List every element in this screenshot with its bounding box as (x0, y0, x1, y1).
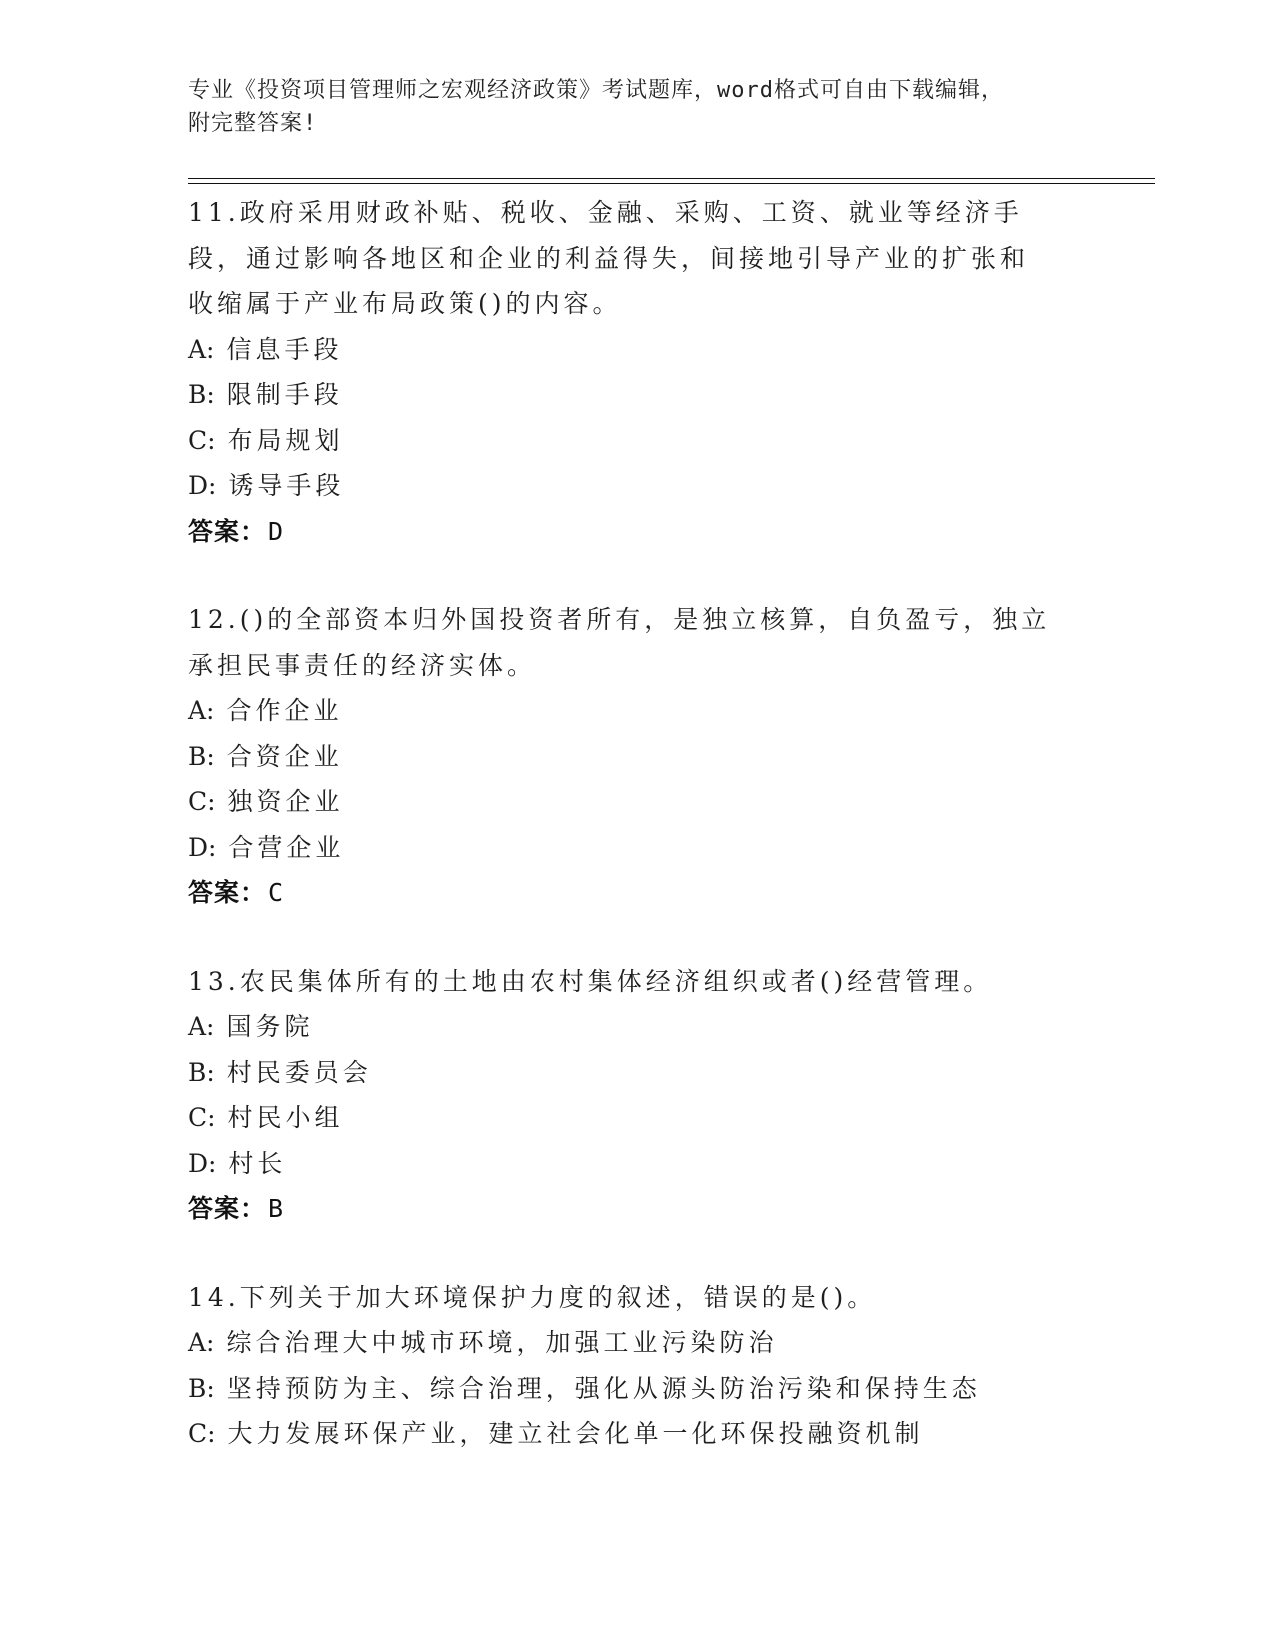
option-text: 合资企业 (226, 741, 343, 771)
question-text: 11.政府采用财政补贴、税收、金融、采购、工资、就业等经济手段，通过影响各地区和企业的利益得失，间接地引导产业的扩张和收缩属于产业布局政策()的内容。 (188, 198, 1030, 318)
option-letter: B: (188, 1057, 215, 1087)
option-text: 信息手段 (226, 334, 343, 364)
option-d (188, 1141, 1088, 1187)
option-letter: B: (188, 741, 215, 771)
header-line-2: 附完整答案! (188, 111, 318, 136)
answer-label: 答案： (188, 516, 267, 546)
option-letter: C: (188, 787, 216, 816)
option-a (188, 327, 1088, 373)
option-letter: A: (188, 696, 215, 725)
question-text: 14.下列关于加大环境保护力度的叙述，错误的是()。 (188, 1282, 877, 1312)
option-text: 大力发展环保产业，建立社会化单一化环保投融资机制 (227, 1419, 924, 1448)
option-text: 限制手段 (226, 380, 343, 409)
option-c (188, 1411, 1088, 1457)
option-text: 合作企业 (226, 696, 343, 725)
option-letter: B: (188, 1373, 215, 1403)
answer-value: D (268, 516, 285, 546)
answer-value: C (268, 878, 285, 907)
header-divider-bottom (188, 183, 1155, 184)
option-text: 独资企业 (227, 787, 344, 816)
answer (188, 870, 1088, 916)
question-list (188, 190, 1088, 1500)
option-c (188, 779, 1088, 825)
option-a (188, 1004, 1088, 1050)
option-text: 村民小组 (227, 1103, 344, 1132)
answer (188, 1186, 1088, 1232)
option-text: 村民委员会 (226, 1057, 372, 1087)
option-letter: C: (188, 1103, 216, 1132)
answer-label: 答案： (188, 1194, 267, 1223)
question-14 (188, 1275, 1088, 1457)
option-text: 布局规划 (227, 425, 344, 455)
answer-value: B (268, 1194, 285, 1223)
option-text: 综合治理大中城市环境，加强工业污染防治 (226, 1328, 778, 1357)
option-b (188, 1366, 1088, 1412)
option-text: 国务院 (226, 1012, 314, 1041)
option-letter: C: (188, 1419, 216, 1448)
question-text: 12.()的全部资本归外国投资者所有，是独立核算，自负盈亏，独立承担民事责任的经济实体。 (188, 605, 1051, 680)
document-header (188, 74, 1068, 140)
option-letter: C: (188, 425, 216, 455)
option-d (188, 825, 1088, 871)
option-text: 坚持预防为主、综合治理，强化从源头防治污染和保持生态 (226, 1373, 981, 1403)
header-divider-top (188, 178, 1155, 179)
option-text: 合营企业 (228, 832, 345, 862)
answer (188, 509, 1088, 555)
question-text: 13.农民集体所有的土地由农村集体经济组织或者()经营管理。 (188, 966, 993, 996)
option-b (188, 1050, 1088, 1096)
option-letter: D: (188, 832, 217, 862)
option-a (188, 688, 1088, 734)
option-d (188, 463, 1088, 509)
question-13 (188, 959, 1088, 1232)
option-b (188, 372, 1088, 418)
option-letter: D: (188, 471, 217, 500)
option-letter: D: (188, 1148, 217, 1178)
option-letter: A: (188, 1328, 215, 1357)
option-letter: A: (188, 334, 215, 364)
option-c (188, 1095, 1088, 1141)
option-text: 村长 (228, 1148, 287, 1178)
answer-label: 答案： (188, 878, 267, 907)
option-letter: B: (188, 380, 215, 409)
header-line-1: 专业《投资项目管理师之宏观经济政策》考试题库，word格式可自由下载编辑， (188, 78, 1004, 103)
question-12 (188, 597, 1088, 916)
option-a (188, 1320, 1088, 1366)
option-c (188, 418, 1088, 464)
option-text: 诱导手段 (228, 471, 345, 500)
option-b (188, 734, 1088, 780)
question-11 (188, 190, 1088, 554)
option-letter: A: (188, 1012, 215, 1041)
